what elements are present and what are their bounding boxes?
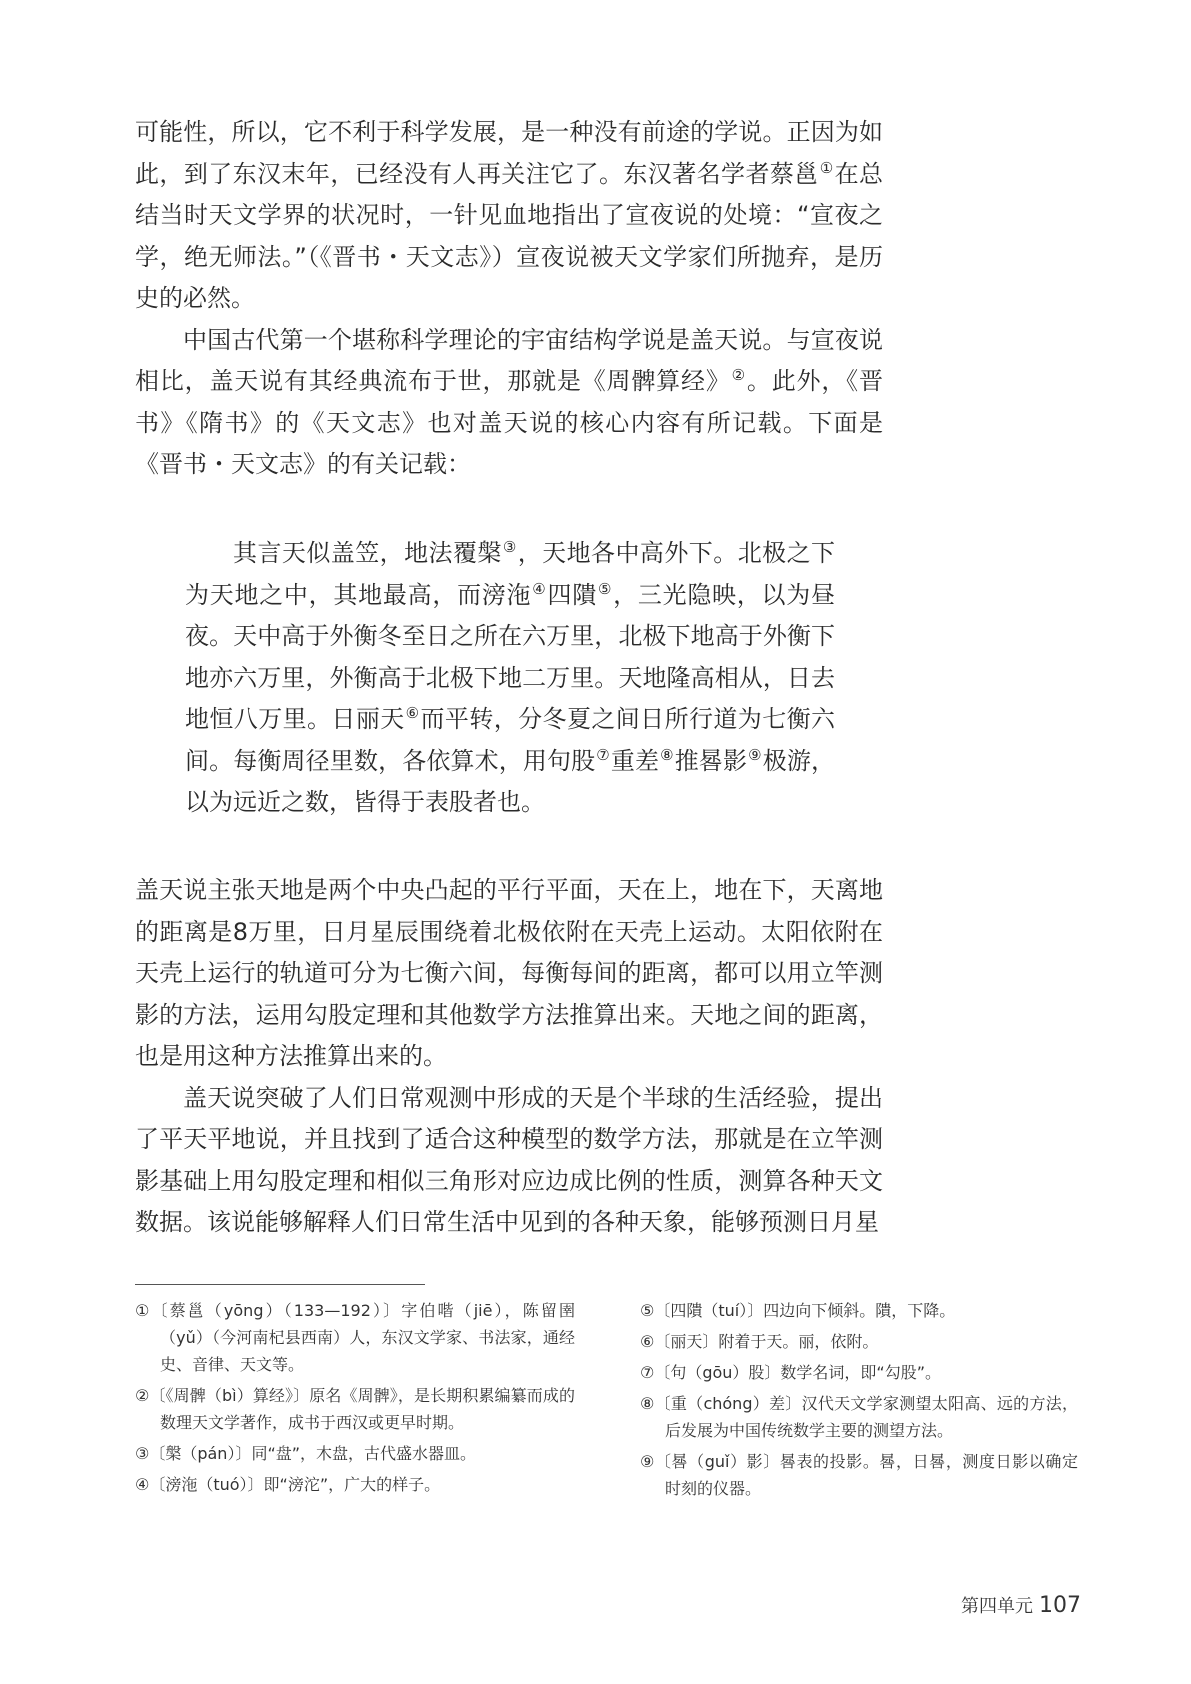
body-section-bottom: [135, 870, 883, 1244]
block-quote-jinshu: 其言天似盖笠，地法覆槃③，天地各中高外下。北极之下为天地之中，其地最高，而滂沲④四隤⑤，三光隐映，以为昼夜。天中高于外衡冬至日之所在六万里，北极下地高于外衡下地亦六万里，外衡高于北极下地二万里。天地隆高相从，日去地恒八万里。日丽天⑥而平转，分冬夏之间日所行道为七衡六间。每衡周径里数，各依算术，用句股⑦重差⑧推晷影⑨极游，以为远近之数，皆得于表股者也。: [185, 538, 836, 816]
footnote-5: ⑤〔四隤（tuí）〕四边向下倾斜。隤，下降。: [640, 1301, 956, 1320]
footnote-divider: [135, 1284, 425, 1285]
footnote-ref-6[interactable]: ⑥: [405, 704, 420, 722]
page-footer: [961, 1592, 1081, 1618]
footnote-ref-5[interactable]: ⑤: [597, 579, 613, 598]
paragraph-gaitian-explained: 盖天说主张天地是两个中央凸起的平行平面，天在上，地在下，天离地的距离是8万里，日月星辰围绕着北极依附在天壳上运动。太阳依附在天壳上运行的轨道可分为七衡六间，每衡每间的距离，都可以用立竿测影的方法，运用勾股定理和其他数学方法推算出来。天地之间的距离，也是用这种方法推算出来的。: [135, 876, 883, 1070]
paragraph-gaitian-significance: 盖天说突破了人们日常观测中形成的天是个半球的生活经验，提出了平天平地说，并且找到了适合这种模型的数学方法，那就是在立竿测影基础上用勾股定理和相似三角形对应边成比例的性质，测算各种天文数据。该说能够解释人们日常生活中见到的各种天象，能够预测日月星: [135, 1083, 883, 1236]
footnote-ref-3[interactable]: ③: [502, 538, 517, 556]
footnote-3: ③〔槃（pán）〕同“盘”，木盘，古代盛水器皿。: [135, 1444, 477, 1463]
footnote-8: ⑧〔重（chóng）差〕汉代天文学家测望太阳高、远的方法，后发展为中国传统数学主要的测望方法。: [640, 1394, 1078, 1440]
paragraph-gaitian-intro: 中国古代第一个堪称科学理论的宇宙结构学说是盖天说。与宣夜说相比，盖天说有其经典流布于世，那就是《周髀算经》②。此外，《晋书》《隋书》的《天文志》也对盖天说的核心内容有所记载。下面是《晋书・天文志》的有关记载：: [135, 325, 883, 478]
footnote-ref-9[interactable]: ⑨: [748, 745, 762, 764]
footnote-2: ②〔《周髀（bì）算经》〕原名《周髀》，是长期积累编纂而成的数理天文学著作，成书于西汉或更早时期。: [135, 1386, 575, 1432]
footnote-1: ①〔蔡邕（yōng）（133—192）〕字伯喈（jiē），陈留圉（yǔ）（今河南杞县西南）人，东汉文学家、书法家，通经史、音律、天文等。: [135, 1301, 575, 1374]
footnote-9: ⑨〔晷（guǐ）影〕晷表的投影。晷，日晷，测度日影以确定时刻的仪器。: [640, 1452, 1078, 1498]
footnote-ref-1[interactable]: ①: [819, 158, 834, 177]
unit-label: 第四单元: [961, 1596, 1033, 1617]
paragraph-xuanye-conclusion: 可能性，所以，它不利于科学发展，是一种没有前途的学说。正因为如此，到了东汉末年，已经没有人再关注它了。东汉著名学者蔡邕①在总结当时天文学界的状况时，一针见血地指出了宣夜说的处境：“宣夜之学，绝无师法。”（《晋书・天文志》）宣夜说被天文学家们所抛弃，是历史的必然。: [135, 118, 884, 312]
footnotes-left-column: [135, 1297, 575, 1502]
footnote-4: ④〔滂沲（tuó）〕即“滂沱”，广大的样子。: [135, 1475, 441, 1494]
footnote-ref-4[interactable]: ④: [532, 579, 547, 598]
body-section-top: [135, 112, 883, 486]
page-number: 107: [1039, 1593, 1081, 1618]
footnote-ref-8[interactable]: ⑧: [660, 745, 674, 764]
footnote-6: ⑥〔丽天〕附着于天。丽，依附。: [640, 1332, 879, 1351]
footnotes-right-column: [640, 1297, 1078, 1506]
footnote-ref-2[interactable]: ②: [731, 366, 746, 384]
footnote-7: ⑦〔句（gōu）股〕数学名词，即“勾股”。: [640, 1363, 942, 1382]
footnote-ref-7[interactable]: ⑦: [596, 745, 610, 764]
